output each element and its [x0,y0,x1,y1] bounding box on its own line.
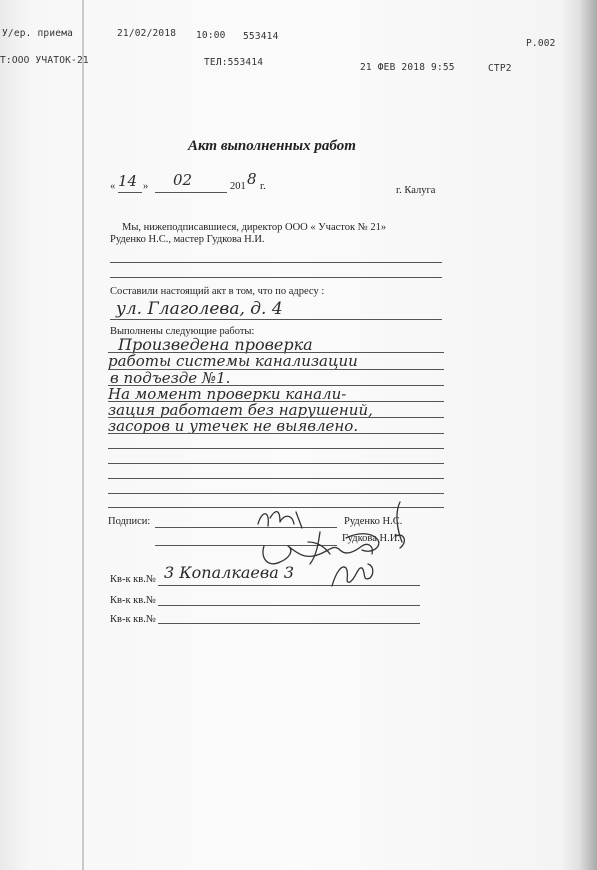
blank-line [108,448,444,449]
date-month-line [155,192,227,193]
apartment-2-label: Кв-к кв.№ [110,595,156,606]
works-line-2: работы системы канализации [108,352,358,370]
works-line-1: Произведена проверка [118,335,313,354]
works-line-rule [108,385,444,386]
works-line-rule [108,369,444,370]
works-line-rule [108,433,444,434]
signer-1-name: Руденко Н.С. [344,516,403,527]
fax-receive-time: 10:00 [196,30,226,41]
fax-sender: Т:ООО УЧАТОК-21 [0,55,89,66]
fax-page-number: P.002 [526,38,556,49]
works-line-6: засоров и утечек не выявлено. [108,417,359,435]
scan-edge-shadow [579,0,597,870]
blank-line [110,277,442,278]
date-month: 02 [173,171,193,189]
apartment-1-label: Кв-к кв.№ [110,574,156,585]
works-line-3: в подъезде №1. [110,369,231,387]
fax-receive-label: У/ер. приема [2,28,74,39]
apartment-3-label: Кв-к кв.№ [110,614,156,625]
city: г. Калуга [396,185,436,196]
fax-tel: ТЕЛ:553414 [204,57,264,68]
address-value: ул. Глаголева, д. 4 [116,299,283,319]
fold-line [82,0,84,870]
works-line-rule [108,417,444,418]
date-close-quote: » [143,181,149,192]
address-label: Составили настоящий акт в том, что по адресу : [110,286,325,297]
signer-2-name: Гудкова Н.И. [342,533,400,544]
intro-line-1: Мы, нижеподписавшиеся, директор ООО « Участок № 21» [122,222,387,233]
apartment-3-line [158,623,420,624]
date-day: 14 [118,172,138,190]
address-line [110,319,442,320]
blank-line [108,478,444,479]
apartment-1-value: 3 Копалкаева 3 [164,563,294,582]
blank-line [108,493,444,494]
fax-receive-phone: 553414 [243,31,279,42]
blank-line [110,262,442,263]
apartment-1-line [158,585,420,586]
date-year-suffix: 8 [247,170,257,188]
date-open-quote: « [110,181,116,192]
act-title: Акт выполненных работ [188,138,356,154]
fax-receive-date: 21/02/2018 [117,28,177,39]
date-year-prefix: 201 [230,181,246,192]
fax-sent-datetime: 21 ФЕВ 2018 9:55 [360,62,455,73]
works-label: Выполнены следующие работы: [110,326,255,337]
date-year-unit: г. [260,181,266,192]
works-line-rule [108,352,444,353]
apartment-1-signature [328,558,378,592]
intro-line-2: Руденко Н.С., мастер Гудкова Н.И. [110,234,265,245]
works-line-rule [108,401,444,402]
date-day-line [118,192,142,193]
fax-page-label: СТР2 [488,63,512,74]
blank-line [108,463,444,464]
signatures-label: Подписи: [108,516,151,527]
works-line-5: зация работает без нарушений, [108,401,373,419]
apartment-2-line [158,605,420,606]
works-line-4: На момент проверки канали- [108,385,347,403]
